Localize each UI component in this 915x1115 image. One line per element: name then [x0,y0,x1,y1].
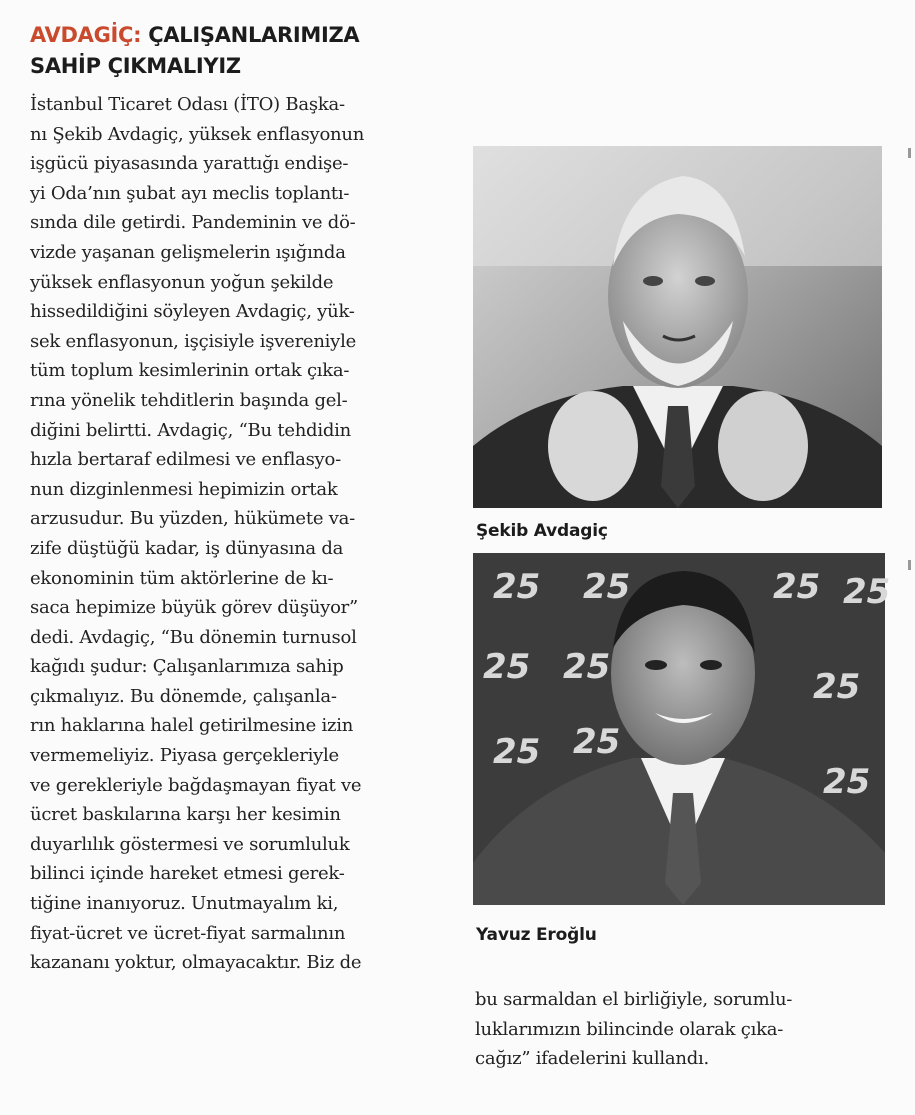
svg-text:25: 25 [493,732,541,772]
text-line: İstanbul Ticaret Odası (İTO) Başka- [30,94,345,115]
photo-caption-1: Şekib Avdagiç [476,521,608,541]
margin-crop-mark [908,560,911,570]
headline-line-2: SAHİP ÇIKMALIYIZ [30,54,241,78]
text-line: duyarlılık göstermesi ve sorumluluk [30,833,350,855]
text-line: tiğine inanıyoruz. Unutmayalım ki, [30,893,339,915]
svg-text:25: 25 [563,647,611,687]
text-line: arzusudur. Bu yüzden, hükümete va- [30,508,355,530]
svg-text:25: 25 [583,567,631,607]
text-line: hissedildiğini söyleyen Avdagiç, yük- [30,301,355,323]
text-line: diğini belirtti. Avdagiç, “Bu tehdidin [30,419,351,441]
text-line: fiyat-ücret ve ücret-fiyat sarmalının [30,922,346,944]
text-line: saca hepimize büyük görev düşüyor” [30,597,358,619]
text-line: vermemeliyiz. Piyasa gerçekleriyle [30,745,339,767]
text-line: yüksek enflasyonun yoğun şekilde [30,271,334,293]
headline [30,20,460,82]
text-line: rına yönelik tehditlerin başında gel- [30,389,348,411]
text-line: ve gerekleriyle bağdaşmayan fiyat ve [30,774,362,796]
margin-crop-mark [908,148,911,158]
text-line: çıkmalıyız. Bu dönemde, çalışanla- [30,685,337,707]
svg-text:25: 25 [813,667,861,707]
portrait-illustration-1 [473,146,882,508]
text-line: kazananı yoktur, olmayacaktır. Biz de [30,952,362,974]
text-line: rın haklarına halel getirilmesine izin [30,715,354,737]
headline-line-1 [30,20,460,51]
svg-text:25: 25 [573,722,621,762]
svg-text:25: 25 [843,572,891,612]
text-line: işgücü piyasasında yarattığı endişe- [30,153,349,175]
text-line: cağız” ifadelerini kullandı. [475,1048,710,1070]
photo-sekib-avdagic [473,146,882,508]
portrait-illustration-2 [473,553,891,905]
text-line: nı Şekib Avdagiç, yüksek enflasyonun [30,123,365,145]
text-line: zife düştüğü kadar, iş dünyasına da [30,537,344,559]
svg-text:25: 25 [483,647,531,687]
text-line: kağıdı şudur: Çalışanlarımıza sahip [30,656,344,678]
photo-yavuz-eroglu [473,553,891,905]
text-line: luklarımızın bilincinde olarak çıka- [475,1018,784,1040]
headline-line-1-rest: ÇALIŞANLARIMIZA [141,23,360,47]
body-text-left-column [30,90,445,978]
text-line: yi Oda’nın şubat ayı meclis toplantı- [30,182,350,204]
text-line: hızla bertaraf edilmesi ve enflasyo- [30,449,341,471]
text-line: sında dile getirdi. Pandeminin ve dö- [30,212,356,234]
text-line: nun dizginlenmesi hepimizin ortak [30,478,338,500]
svg-text:25: 25 [773,567,821,607]
svg-text:25: 25 [493,567,541,607]
text-line: dedi. Avdagiç, “Bu dönemin turnusol [30,626,357,648]
text-line: ekonominin tüm aktörlerine de kı- [30,567,334,589]
body-text-right-column [475,985,895,1074]
text-line: sek enflasyonun, işçisiyle işvereniyle [30,330,357,352]
photo-caption-2: Yavuz Eroğlu [476,925,597,945]
svg-text:25: 25 [823,762,871,802]
text-line: ücret baskılarına karşı her kesimin [30,804,341,826]
text-line: vizde yaşanan gelişmelerin ışığında [30,241,346,263]
text-line: tüm toplum kesimlerinin ortak çıka- [30,360,350,382]
text-line: bu sarmaldan el birliğiyle, sorumlu- [475,989,793,1010]
text-line: bilinci içinde hareket etmesi gerek- [30,863,345,885]
headline-kicker: AVDAGİÇ: [30,23,142,47]
